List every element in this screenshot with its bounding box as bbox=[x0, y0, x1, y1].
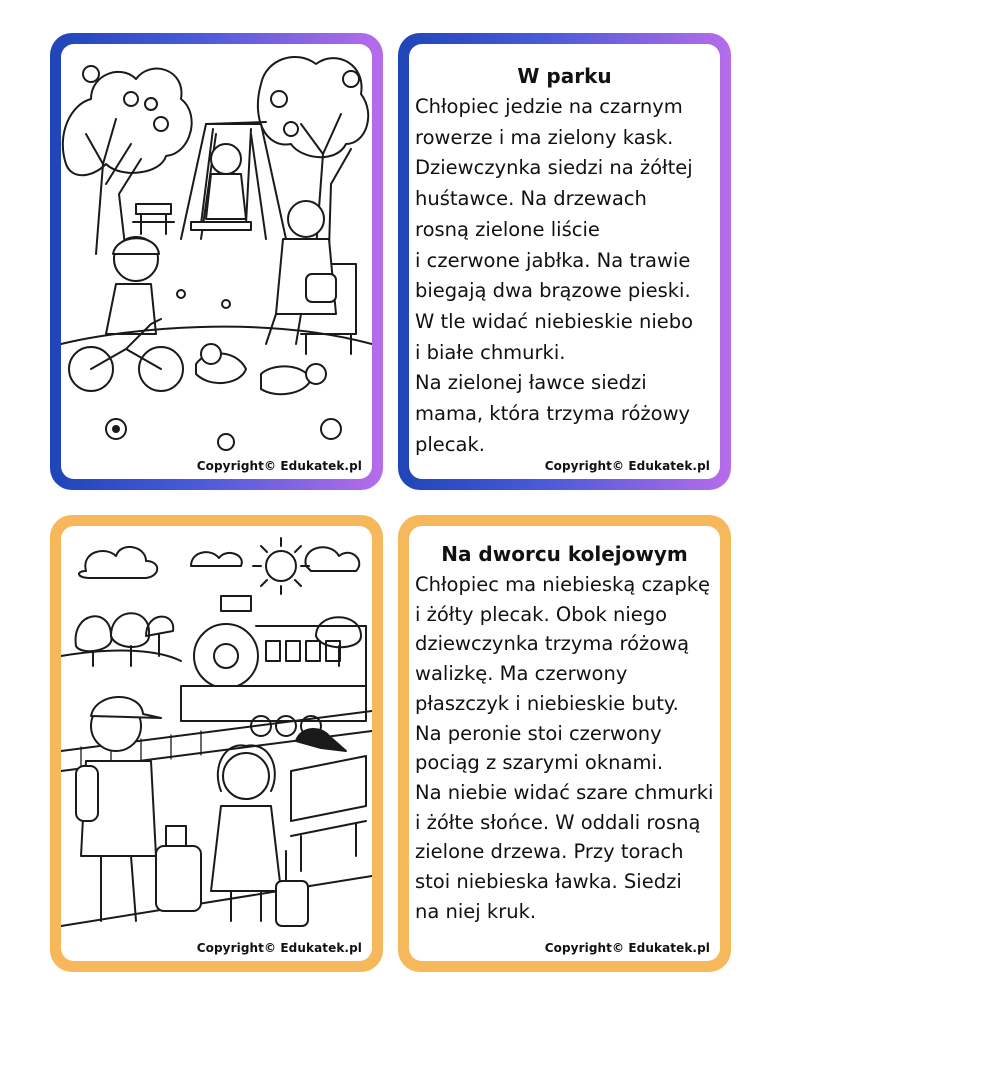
station-story-card bbox=[398, 515, 731, 972]
park-coloring-illustration bbox=[61, 44, 372, 457]
copyright-label: Copyright© Edukatek.pl bbox=[544, 941, 710, 955]
clouds bbox=[79, 547, 359, 578]
story-title: Na dworcu kolejowym bbox=[441, 542, 688, 566]
boy-on-bicycle bbox=[69, 237, 183, 391]
story-title: W parku bbox=[517, 64, 612, 88]
sun-icon bbox=[253, 538, 309, 594]
park-story-card bbox=[398, 33, 731, 490]
copyright-label: Copyright© Edukatek.pl bbox=[196, 459, 362, 473]
copyright-label: Copyright© Edukatek.pl bbox=[196, 941, 362, 955]
boy-with-cap bbox=[76, 697, 201, 921]
story-text: Chłopiec jedzie na czarnym rowerze i ma zielony kask. Dziewczynka siedzi na żółtej huśtawce. Na drzewach rosną zielone liście i czerwone jabłka. Na trawie biegają dwa brązowe pieski. W tle widać niebieskie niebo i białe chmurki. Na zielonej ławce siedzi mama, która trzyma różowy plecak. bbox=[415, 95, 694, 456]
apple-tree-left bbox=[63, 66, 192, 254]
park-picture-card bbox=[50, 33, 383, 490]
park-bench-far bbox=[133, 204, 174, 234]
station-picture-card bbox=[50, 515, 383, 972]
station-coloring-illustration bbox=[61, 526, 372, 939]
copyright-label: Copyright© Edukatek.pl bbox=[544, 459, 710, 473]
station-picture-area bbox=[61, 526, 372, 961]
hill-line bbox=[61, 651, 181, 661]
story-text: Chłopiec ma niebieską czapkę i żółty plecak. Obok niego dziewczynka trzyma różową walizkę. Ma czerwony płaszczyk i niebieskie buty. Na peronie stoi czerwony pociąg z szarymi oknami. Na niebie widać szare chmurki i żółte słońce. W oddali rosną zielone drzewa. Przy torach stoi niebieska ławka. Siedzi na niej kruk. bbox=[415, 573, 714, 923]
park-story-area bbox=[409, 44, 720, 479]
park-picture-area bbox=[61, 44, 372, 479]
station-story-area bbox=[409, 526, 720, 961]
bench-with-raven bbox=[291, 729, 366, 871]
